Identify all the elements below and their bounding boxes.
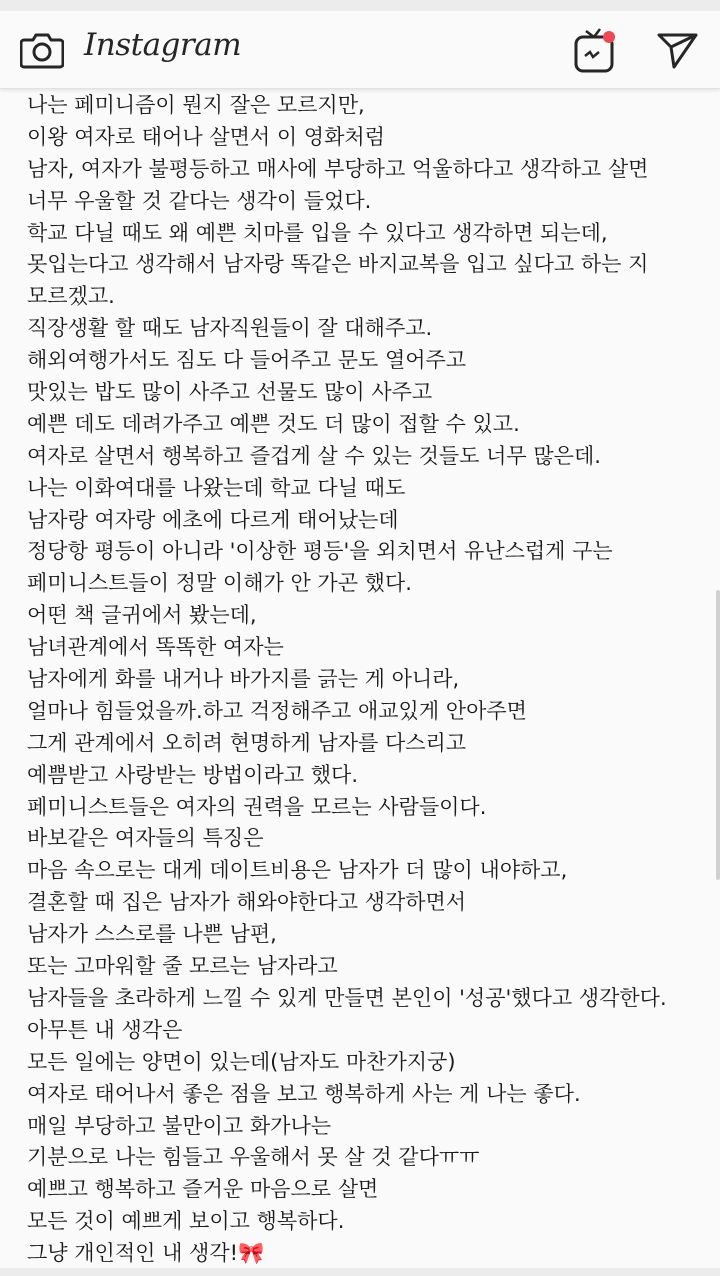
caption-line xyxy=(27,377,707,409)
caption-line-text: 남자에게 화를 내거나 바가지를 긁는 게 아니라, xyxy=(27,667,460,692)
ribbon-emoji-icon: 🎀 xyxy=(238,1241,265,1266)
caption-line-text: 어떤 책 글귀에서 봤는데, xyxy=(27,603,257,628)
caption-line-text: 남녀관계에서 똑똑한 여자는 xyxy=(27,635,284,660)
caption-line-text: 또는 고마워할 줄 모르는 남자라고 xyxy=(27,954,338,979)
caption-line-text: 얼마나 힘들었을까.하고 걱정해주고 애교있게 안아주면 xyxy=(27,698,527,723)
direct-message-icon[interactable] xyxy=(656,31,700,75)
caption-line xyxy=(27,664,707,696)
caption-line xyxy=(27,1079,707,1111)
caption-line xyxy=(27,409,707,441)
caption-line-text: 바보같은 여자들의 특징은 xyxy=(27,826,264,851)
caption-line xyxy=(27,249,707,281)
caption-line-text: 정당항 평등이 아니라 '이상한 평등'을 외치면서 유난스럽게 구는 xyxy=(27,539,613,564)
caption-line-text: 그냥 개인적인 내 생각! xyxy=(27,1241,239,1266)
caption-line-text: 나는 이화여대를 나왔는데 학교 다닐 때도 xyxy=(27,475,406,500)
caption-line xyxy=(27,1111,707,1143)
caption-line-text: 모든 것이 예쁘게 보이고 행복하다. xyxy=(27,1209,345,1234)
caption-line xyxy=(27,696,707,728)
caption-line xyxy=(27,600,707,632)
caption-line xyxy=(27,951,707,983)
caption-line-text: 못입는다고 생각해서 남자랑 똑같은 바지교복을 입고 싶다고 하는 지 xyxy=(27,252,649,277)
caption-line xyxy=(27,122,707,154)
caption-line xyxy=(27,1047,707,1079)
caption-line-text: 모든 일에는 양면이 있는데(남자도 마찬가지궁) xyxy=(27,1049,456,1074)
caption-line xyxy=(27,855,707,887)
caption-line xyxy=(27,345,707,377)
caption-line-text: 그게 관계에서 오히려 현명하게 남자를 다스리고 xyxy=(27,730,467,755)
caption-line-text: 모르겠고. xyxy=(27,284,115,309)
caption-line-text: 예쁜 데도 데려가주고 예쁜 것도 더 많이 접할 수 있고. xyxy=(27,411,520,436)
igtv-icon[interactable] xyxy=(572,25,620,79)
caption-line-text: 예쁘고 행복하고 즐거운 마음으로 살면 xyxy=(27,1177,379,1202)
caption-line xyxy=(27,313,707,345)
caption-line xyxy=(27,90,707,122)
caption-line-text: 남자랑 여자랑 에초에 다르게 태어났는데 xyxy=(27,507,399,532)
caption-line xyxy=(27,760,707,792)
caption-line xyxy=(27,186,707,218)
status-bar xyxy=(0,0,720,11)
caption-line-text: 직장생활 할 때도 남자직원들이 잘 대해주고. xyxy=(27,316,433,341)
caption-line xyxy=(27,1206,707,1238)
caption-line-text: 나는 페미니즘이 뭔지 잘은 모르지만, xyxy=(27,93,365,117)
caption-line-text: 마음 속으로는 대게 데이트비용은 남자가 더 많이 내야하고, xyxy=(27,858,568,883)
caption-line-text: 맛있는 밥도 많이 사주고 선물도 많이 사주고 xyxy=(27,380,433,405)
caption-line xyxy=(27,887,707,919)
notification-dot xyxy=(603,31,615,43)
caption-line-text: 예쁨받고 사랑받는 방법이라고 했다. xyxy=(27,762,358,787)
caption-line xyxy=(27,1174,707,1206)
caption-line-text: 결혼할 때 집은 남자가 해와야한다고 생각하면서 xyxy=(27,890,467,915)
caption-line-text: 매일 부당하고 불만이고 화가나는 xyxy=(27,1113,332,1138)
app-header xyxy=(0,11,720,89)
caption-line xyxy=(27,473,707,505)
caption-line xyxy=(27,632,707,664)
caption-line xyxy=(27,505,707,537)
caption-line-text: 학교 다닐 때도 왜 예쁜 치마를 입을 수 있다고 생각하면 되는데, xyxy=(27,220,608,245)
caption-line xyxy=(27,983,707,1015)
caption-line-text: 페미니스트들은 여자의 권력을 모르는 사람들이다. xyxy=(27,794,487,819)
caption-line-text: 남자가 스스로를 나쁜 남편, xyxy=(27,922,277,947)
caption-line xyxy=(27,281,707,313)
bottom-bar xyxy=(0,1268,720,1276)
caption-line-text: 여자로 살면서 행복하고 즐겁게 살 수 있는 것들도 너무 많은데. xyxy=(27,443,601,468)
caption-line xyxy=(27,823,707,855)
caption-line xyxy=(27,1142,707,1174)
caption-line-text: 이왕 여자로 태어나 살면서 이 영화처럼 xyxy=(27,124,385,149)
caption-line-text: 기분으로 나는 힘들고 우울해서 못 살 것 같다ㅠㅠ xyxy=(27,1145,480,1170)
caption-line-text: 남자들을 초라하게 느낄 수 있게 만들면 본인이 '성공'했다고 생각한다. xyxy=(27,985,667,1010)
caption-line xyxy=(27,536,707,568)
caption-line-text: 페미니스트들이 정말 이해가 안 가곤 했다. xyxy=(27,571,412,596)
caption-line xyxy=(27,218,707,250)
caption-line-text: 해외여행가서도 짐도 다 들어주고 문도 열어주고 xyxy=(27,348,467,373)
caption-line xyxy=(27,1238,707,1270)
post-caption xyxy=(27,90,707,1270)
caption-line-text: 너무 우울할 것 같다는 생각이 들었다. xyxy=(27,188,372,213)
caption-line-text: 아무튼 내 생각은 xyxy=(27,1017,183,1042)
caption-line xyxy=(27,154,707,186)
camera-icon[interactable] xyxy=(20,30,64,74)
caption-line xyxy=(27,792,707,824)
caption-line-text: 남자, 여자가 불평등하고 매사에 부당하고 억울하다고 생각하고 살면 xyxy=(27,156,649,181)
caption-line xyxy=(27,728,707,760)
caption-line xyxy=(27,1015,707,1047)
caption-line xyxy=(27,919,707,951)
caption-line-text: 여자로 태어나서 좋은 점을 보고 행복하게 사는 게 나는 좋다. xyxy=(27,1081,581,1106)
caption-line xyxy=(27,441,707,473)
caption-line xyxy=(27,568,707,600)
instagram-logo: Instagram xyxy=(84,27,242,63)
scrollbar[interactable] xyxy=(716,590,720,880)
